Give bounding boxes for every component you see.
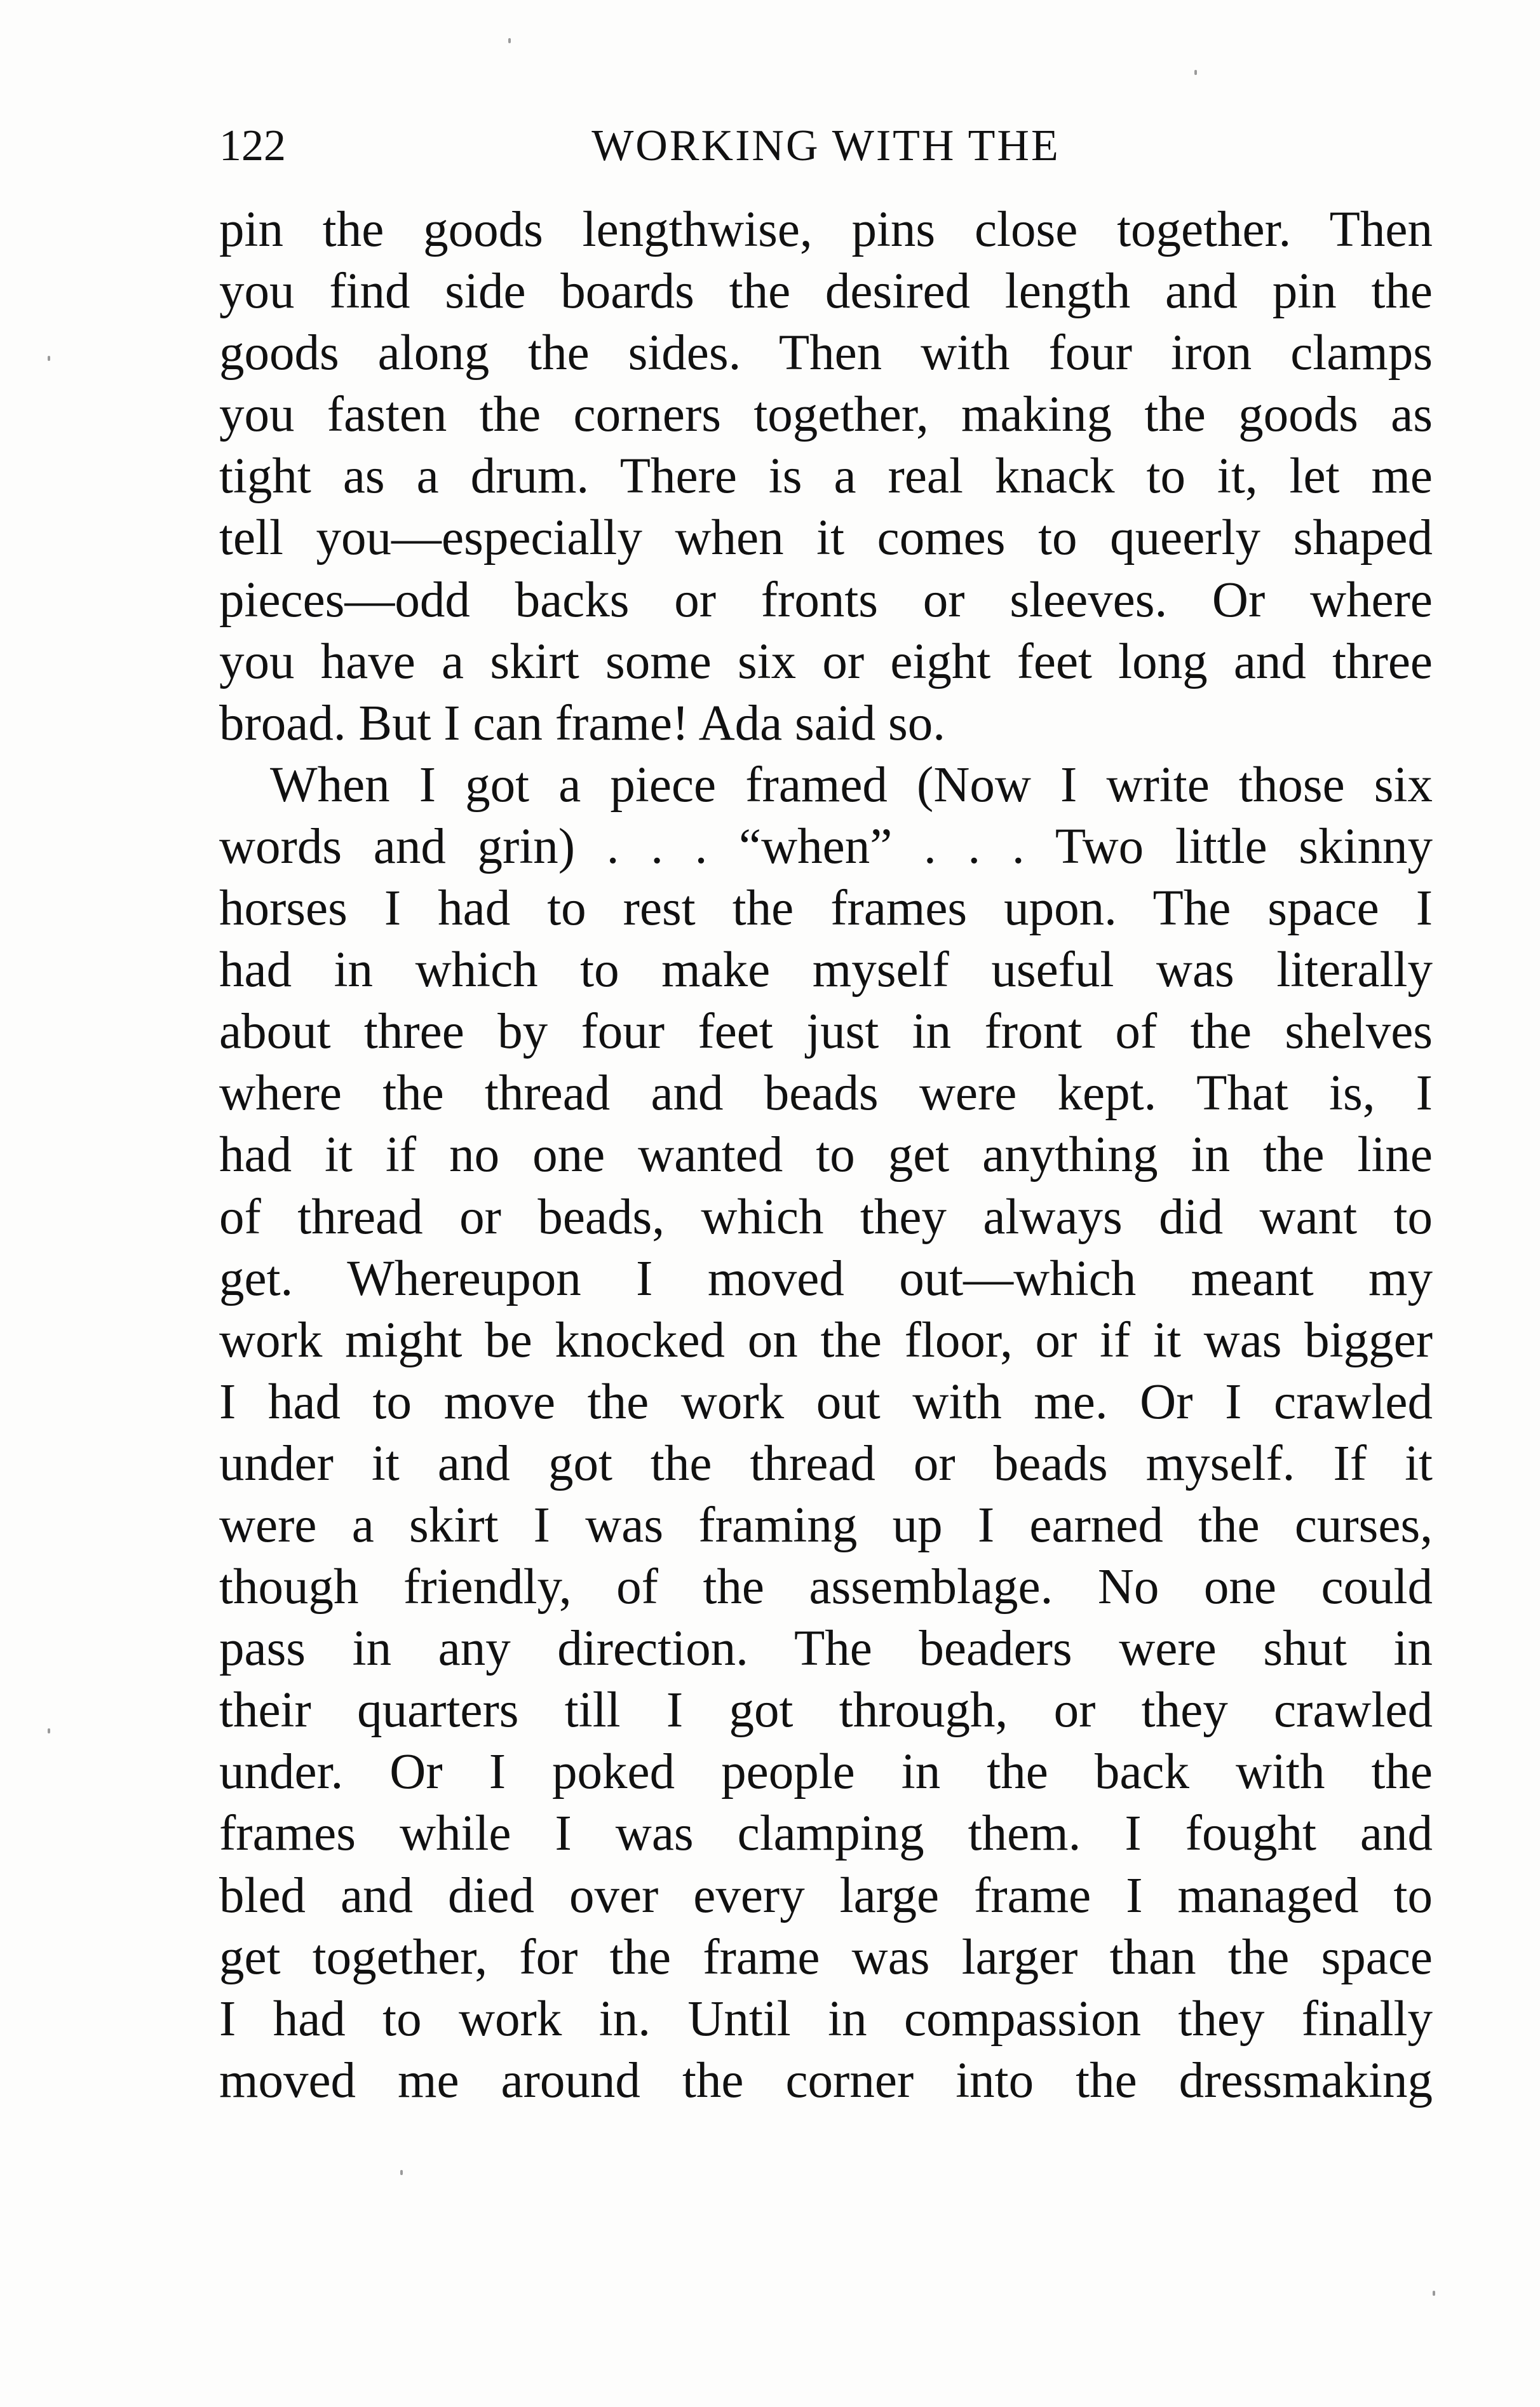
text-line: about three by four feet just in front of the shelves [219,1004,1433,1060]
text-line: get together, for the frame was larger than the space [219,1929,1433,1985]
text-line: pieces—odd backs or fronts or sleeves. Or where [219,572,1433,628]
body-text [219,199,1433,2112]
text-line: goods along the sides. Then with four iron clamps [219,325,1433,381]
text-line: frames while I was clamping them. I fought and [219,1806,1433,1862]
text-line: had in which to make myself useful was literally [219,942,1433,998]
text-line: pass in any direction. The beaders were shut in [219,1621,1433,1677]
text-line: I had to work in. Until in compassion they finally [219,1991,1433,2047]
paper-speck [1194,70,1197,75]
text-line: were a skirt I was framing up I earned the curses, [219,1497,1433,1553]
text-line: had it if no one wanted to get anything in the line [219,1127,1433,1183]
text-line: where the thread and beads were kept. That is, I [219,1066,1433,1122]
text-line: though friendly, of the assemblage. No one could [219,1559,1433,1615]
text-line: tight as a drum. There is a real knack to it, let me [219,449,1433,505]
text-line: pin the goods lengthwise, pins close together. Then [219,202,1433,257]
text-line: moved me around the corner into the dressmaking [219,2052,1433,2108]
paragraph-end-line: broad. But I can frame! Ada said so. [219,695,945,751]
text-line: under it and got the thread or beads myself. If it [219,1435,1433,1491]
running-title: WORKING WITH THE [591,121,1060,170]
text-line: I had to move the work out with me. Or I crawled [219,1374,1433,1430]
text-line: you find side boards the desired length and pin the [219,264,1433,320]
text-line: work might be knocked on the floor, or if it was bigger [219,1312,1433,1368]
text-line: of thread or beads, which they always did want to [219,1189,1433,1245]
paper-speck [1433,2291,1435,2296]
text-line: their quarters till I got through, or they crawled [219,1683,1433,1739]
text-line: words and grin) . . . “when” . . . Two little skinny [219,818,1433,874]
paragraph-first-line: When I got a piece framed (Now I write those six [270,757,1433,813]
text-line: you have a skirt some six or eight feet long and three [219,634,1433,689]
text-line: under. Or I poked people in the back with the [219,1744,1433,1800]
page-number: 122 [219,121,286,170]
text-line: tell you—especially when it comes to queerly shaped [219,510,1433,566]
paper-speck [48,1728,50,1733]
paper-speck [48,356,50,361]
text-line: bled and died over every large frame I managed to [219,1868,1433,1923]
text-line: horses I had to rest the frames upon. The space I [219,881,1433,937]
running-head [219,118,1433,175]
text-line: get. Whereupon I moved out—which meant my [219,1251,1433,1306]
paper-speck [508,38,511,43]
paper-speck [400,2170,403,2175]
text-line: you fasten the corners together, making the goods as [219,387,1433,443]
